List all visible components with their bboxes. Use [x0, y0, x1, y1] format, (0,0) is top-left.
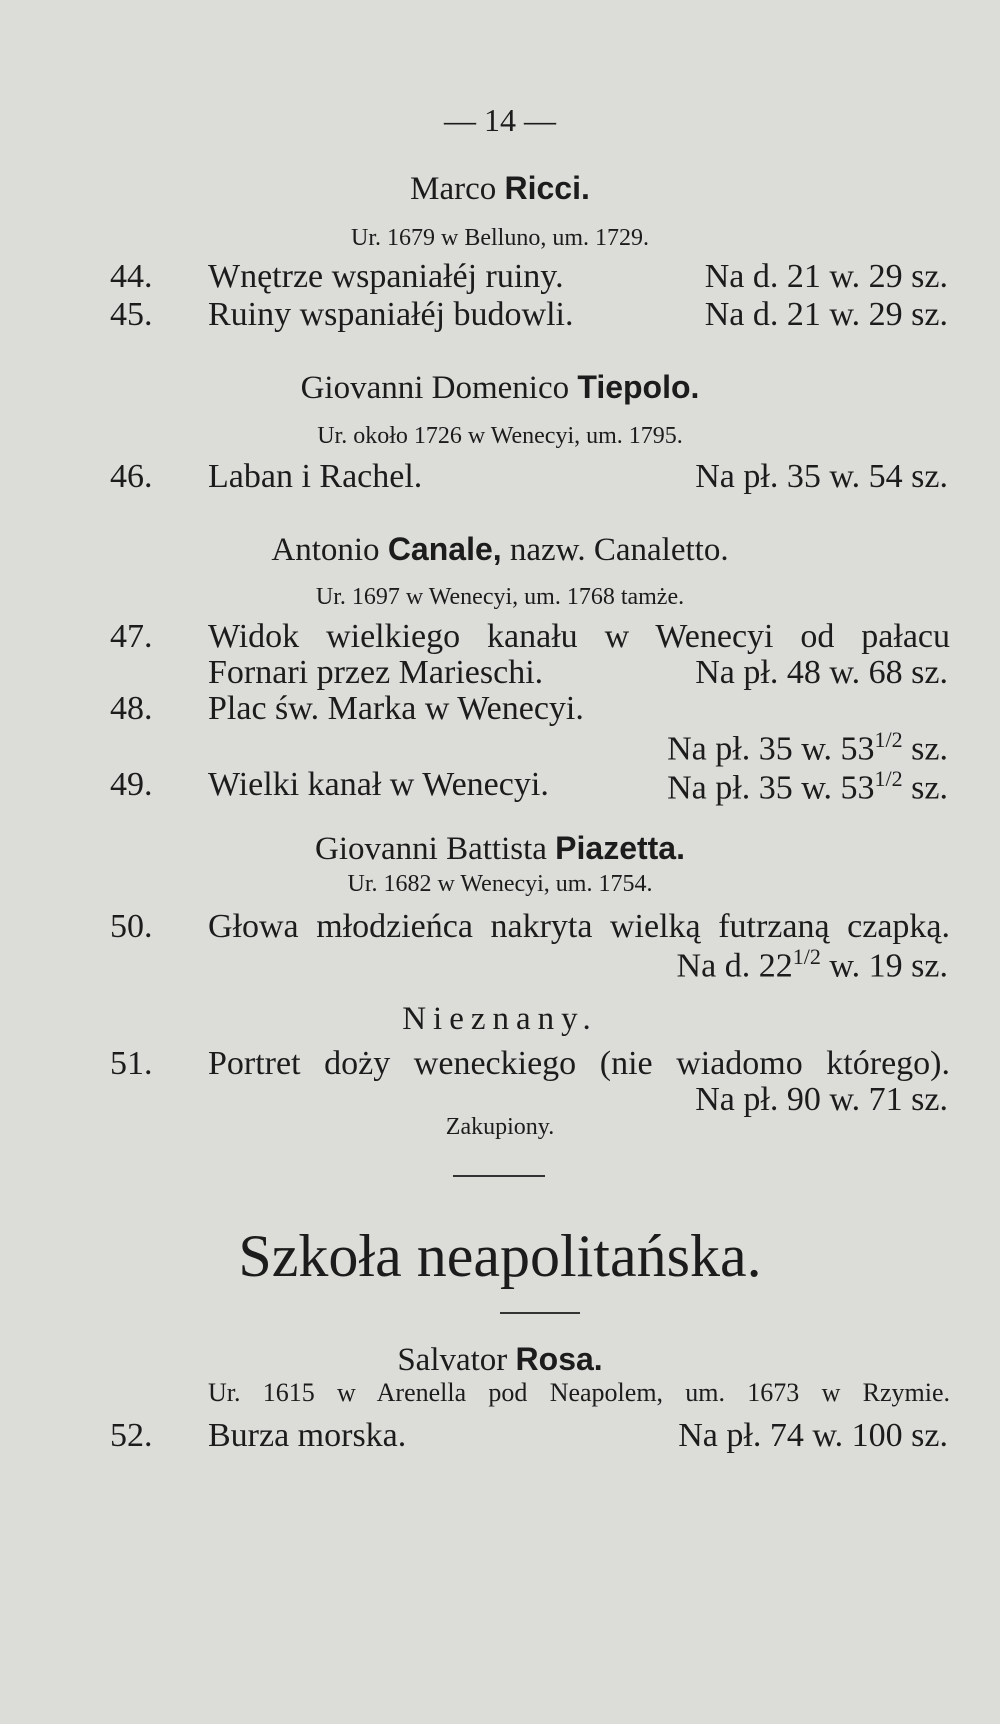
- artist-alias: nazw. Canaletto.: [509, 532, 729, 568]
- artist-bio: Ur. 1615 w Arenella pod Neapolem, um. 1673 w Rzymie.: [208, 1378, 950, 1407]
- entry-dimensions: Na pł. 48 w. 68 sz.: [695, 654, 948, 691]
- entry-dimensions: Na d. 21 w. 29 sz.: [704, 258, 948, 295]
- entry-title: Plac św. Marka w Wenecyi.: [208, 690, 584, 727]
- entry-dimensions: Na pł. 74 w. 100 sz.: [678, 1417, 948, 1454]
- entry-number: 50.: [110, 908, 153, 945]
- entry-dimensions: Na pł. 90 w. 71 sz.: [695, 1081, 948, 1118]
- entry-dimensions: [677, 946, 948, 983]
- entry-dimensions: Na pł. 35 w. 54 sz.: [695, 458, 948, 495]
- entry-dimensions: [667, 768, 948, 805]
- artist-last-name: Ricci.: [504, 170, 590, 206]
- page-number: — 14 —: [444, 102, 556, 138]
- artist-bio: Ur. około 1726 w Wenecyi, um. 1795.: [317, 423, 683, 449]
- artist-bio: Ur. 1682 w Wenecyi, um. 1754.: [347, 871, 653, 897]
- entry-title: Laban i Rachel.: [208, 458, 423, 495]
- artist-first-name: Giovanni Domenico: [300, 370, 570, 406]
- entry-number: 47.: [110, 618, 153, 655]
- entry-title-continued: Fornari przez Marieschi.: [208, 654, 544, 691]
- entry-title: Wielki kanał w Wenecyi.: [208, 766, 549, 803]
- artist-name: Nieznany.: [402, 1001, 598, 1037]
- artist-bio: Ur. 1679 w Belluno, um. 1729.: [351, 225, 649, 251]
- divider: [500, 1312, 580, 1314]
- dims-main: Na pł. 35 w. 53: [667, 769, 875, 807]
- entry-number: 48.: [110, 690, 153, 727]
- entry-title: Widok wielkiego kanału w Wenecyi od pałacu: [208, 618, 950, 655]
- artist-name: [0, 172, 1000, 206]
- entry-title: Burza morska.: [208, 1417, 407, 1454]
- entry-number: 46.: [110, 458, 153, 495]
- artist-last-name: Tiepolo.: [577, 369, 700, 405]
- artist-name: [0, 1343, 1000, 1377]
- entry-title: Portret doży weneckiego (nie wiadomo którego).: [208, 1045, 950, 1082]
- artist-bio: Ur. 1697 w Wenecyi, um. 1768 tamże.: [315, 584, 685, 610]
- entry-title: Głowa młodzieńca nakryta wielką futrzaną czapką.: [208, 908, 950, 945]
- divider: [453, 1175, 545, 1177]
- entry-dimensions: [667, 729, 948, 766]
- entry-number: 52.: [110, 1417, 153, 1454]
- entry-title: Ruiny wspaniałéj budowli.: [208, 296, 574, 333]
- dims-main: Na d. 22: [676, 947, 793, 985]
- school-heading: Szkoła neapolitańska.: [238, 1223, 762, 1289]
- artist-first-name: Marco: [410, 171, 497, 207]
- artist-name: [0, 832, 1000, 866]
- acquisition-note: Zakupiony.: [445, 1114, 555, 1140]
- dims-unit: sz.: [911, 730, 948, 768]
- entry-title: Wnętrze wspaniałéj ruiny.: [208, 258, 564, 295]
- artist-last-name: Piazetta.: [555, 830, 685, 866]
- artist-name: [0, 371, 1000, 405]
- artist-last-name: Rosa.: [515, 1341, 603, 1377]
- entry-number: 51.: [110, 1045, 153, 1082]
- dims-unit: w. 19 sz.: [829, 947, 948, 985]
- artist-first-name: Antonio: [271, 532, 380, 568]
- dims-fraction: 1/2: [874, 727, 903, 752]
- entry-dimensions: Na d. 21 w. 29 sz.: [704, 296, 948, 333]
- dims-fraction: 1/2: [792, 944, 821, 969]
- entry-number: 44.: [110, 258, 153, 295]
- entry-number: 49.: [110, 766, 153, 803]
- dims-fraction: 1/2: [874, 766, 903, 791]
- entry-number: 45.: [110, 296, 153, 333]
- artist-first-name: Giovanni Battista: [315, 831, 547, 867]
- dims-unit: sz.: [911, 769, 948, 807]
- artist-first-name: Salvator: [397, 1342, 508, 1378]
- dims-main: Na pł. 35 w. 53: [667, 730, 875, 768]
- artist-last-name: Canale,: [387, 531, 502, 567]
- artist-name: [0, 533, 1000, 567]
